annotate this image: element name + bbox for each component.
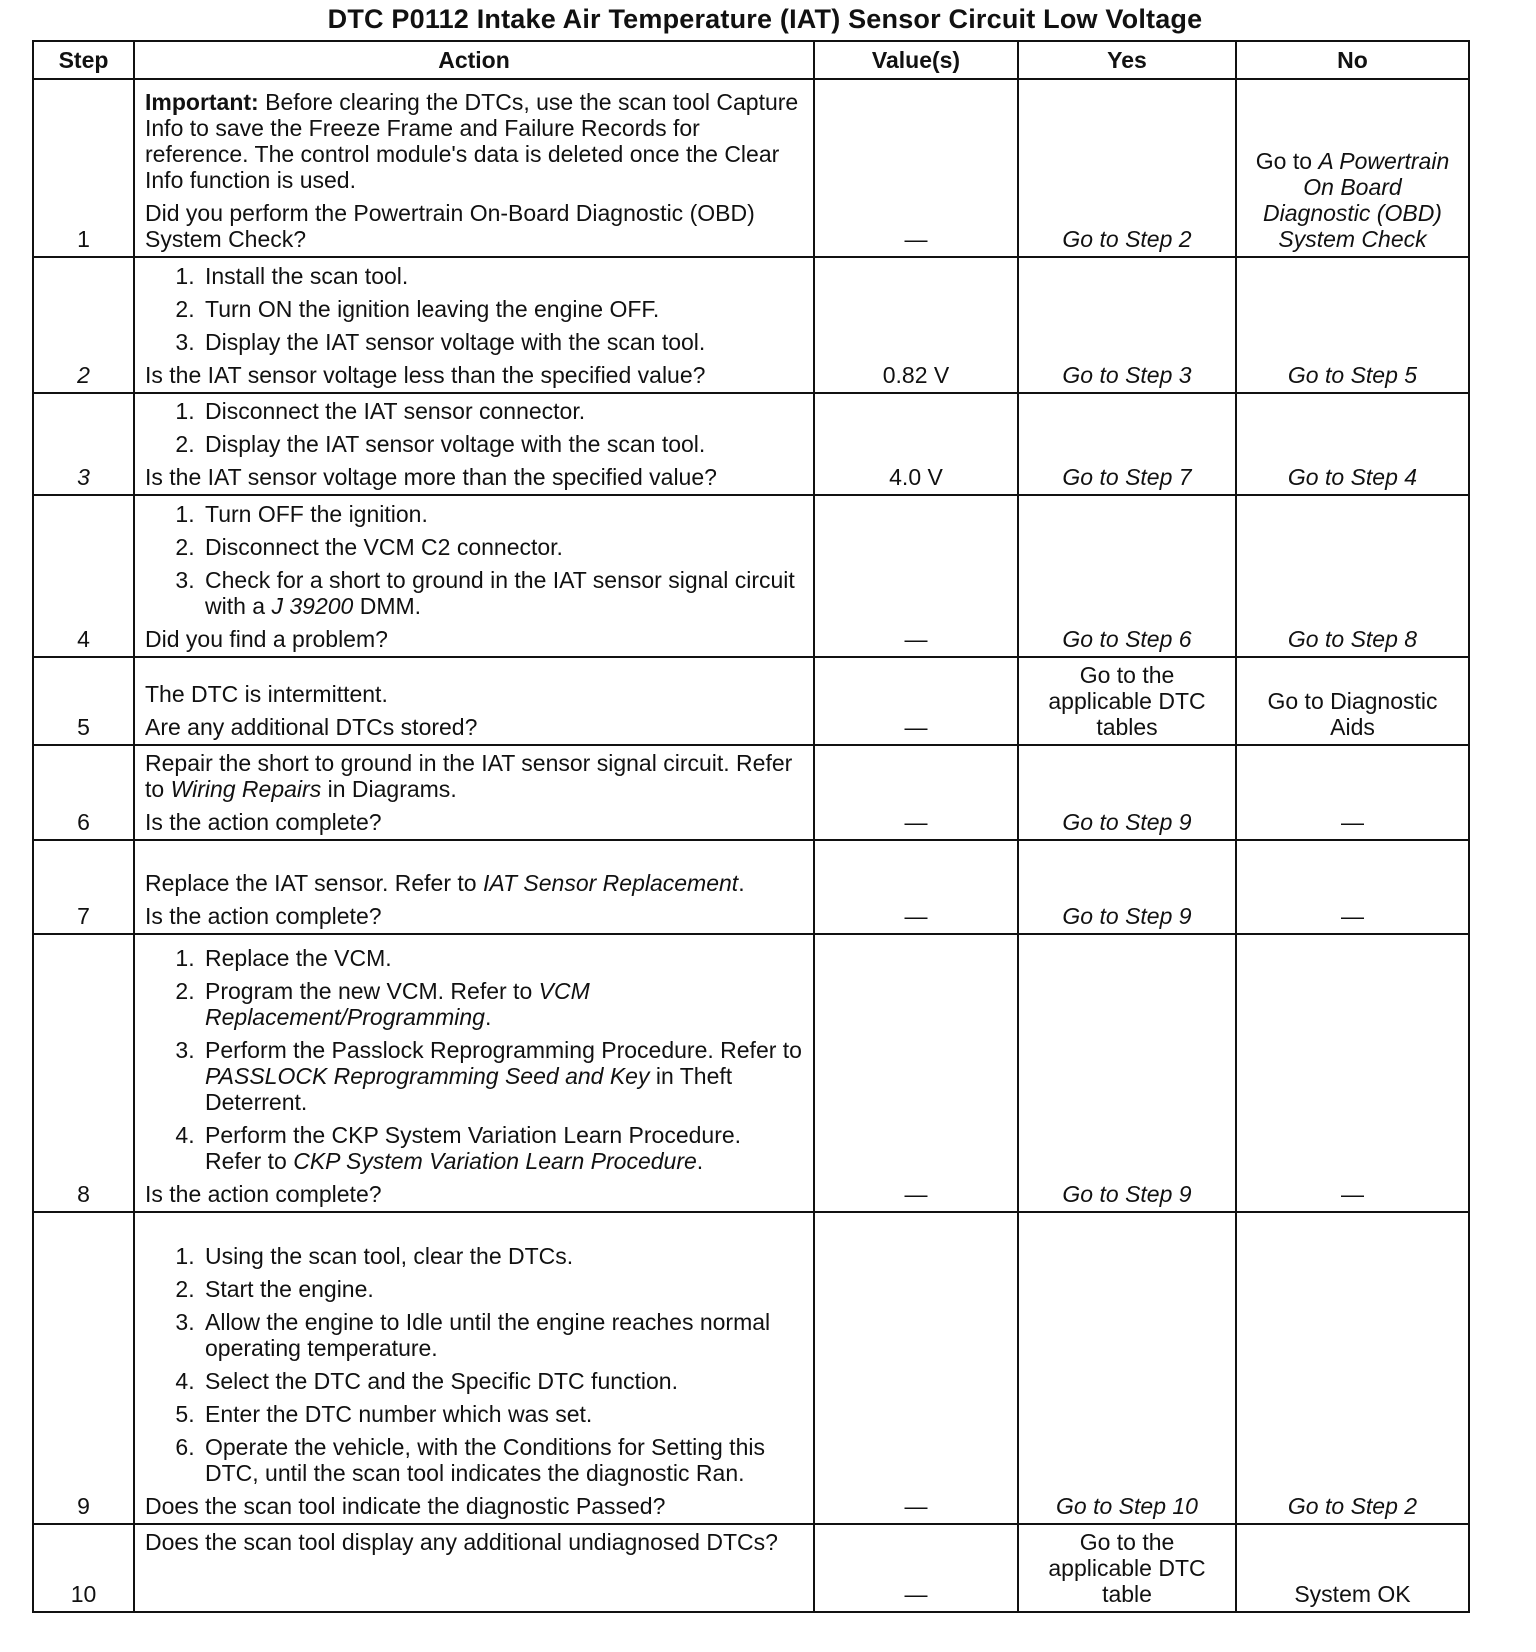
- header-yes: Yes: [1018, 41, 1236, 79]
- text-part: Repair the short to ground in the IAT sensor signal circuit. Refer to: [145, 750, 793, 802]
- action-text: .: [484, 1004, 492, 1030]
- important-text: Before clearing the DTCs, use the scan tool Capture Info to save the Freeze Frame and Failure Records for reference. The control module's data is deleted once the Clear Info function is used.: [145, 89, 799, 193]
- action-item: 2. Display the IAT sensor voltage with the scan tool.: [201, 431, 803, 457]
- document-page: [32, 0, 1468, 1613]
- action-item: 3. Allow the engine to Idle until the engine reaches normal operating temperature.: [201, 1309, 803, 1361]
- yes-link[interactable]: Go to Step 6: [1018, 495, 1236, 657]
- action-item: [201, 1122, 803, 1174]
- question-text: Does the scan tool indicate the diagnostic Passed?: [145, 1493, 666, 1519]
- value-cell: —: [814, 495, 1018, 657]
- table-row-step-4: [33, 495, 1469, 657]
- table-header-row: [33, 41, 1469, 79]
- table-row-step-3: [33, 393, 1469, 495]
- step-number: 9: [33, 1212, 134, 1524]
- action-list: [145, 945, 803, 1174]
- no-cell: —: [1236, 745, 1469, 840]
- question-text: Did you perform the Powertrain On-Board Diagnostic (OBD) System Check?: [145, 200, 755, 252]
- step-number: 8: [33, 934, 134, 1212]
- action-item: 1. Install the scan tool.: [201, 263, 803, 289]
- header-no: No: [1236, 41, 1469, 79]
- action-item: [201, 978, 803, 1030]
- no-link[interactable]: Go to Step 2: [1236, 1212, 1469, 1524]
- no-reference: A Powertrain On Board Diagnostic (OBD) System Check: [1263, 148, 1450, 252]
- no-prefix: Go to: [1255, 148, 1319, 174]
- action-text: in Theft Deterrent.: [205, 1063, 733, 1115]
- no-cell: —: [1236, 934, 1469, 1212]
- question-text: Is the action complete?: [145, 1181, 382, 1207]
- action-cell: [134, 745, 814, 840]
- action-list: [145, 263, 803, 355]
- value-cell: 0.82 V: [814, 257, 1018, 393]
- action-cell: [134, 1212, 814, 1524]
- no-link[interactable]: Go to Step 5: [1236, 257, 1469, 393]
- step-number: 10: [33, 1524, 134, 1612]
- action-item: 6. Operate the vehicle, with the Conditions for Setting this DTC, until the scan tool indicates the diagnostic Ran.: [201, 1434, 803, 1486]
- action-text: Program the new VCM. Refer to: [205, 978, 539, 1004]
- action-item: 3. Display the IAT sensor voltage with the scan tool.: [201, 329, 803, 355]
- reference-link: IAT Sensor Replacement: [482, 870, 739, 896]
- value-cell: —: [814, 934, 1018, 1212]
- value-cell: —: [814, 79, 1018, 257]
- step-number: 5: [33, 657, 134, 745]
- action-cell: [134, 1524, 814, 1612]
- text-part: .: [738, 870, 745, 896]
- important-label: Important:: [145, 89, 259, 115]
- document-reference: Diagrams: [351, 776, 451, 802]
- action-text: Check for a short to ground in the IAT sensor signal circuit with a: [205, 567, 795, 619]
- action-item: 1. Turn OFF the ignition.: [201, 501, 803, 527]
- table-row-step-8: [33, 934, 1469, 1212]
- action-cell: [134, 79, 814, 257]
- table-row-step-9: [33, 1212, 1469, 1524]
- reference-link: CKP System Variation Learn Procedure: [293, 1148, 697, 1174]
- yes-link[interactable]: Go to the applicable DTC table: [1018, 1524, 1236, 1612]
- action-text: DMM.: [353, 593, 422, 619]
- action-list: [145, 398, 803, 457]
- header-step: Step: [33, 41, 134, 79]
- action-item: 1. Disconnect the IAT sensor connector.: [201, 398, 803, 424]
- no-link[interactable]: [1236, 79, 1469, 257]
- text-part: Replace the IAT sensor. Refer to: [145, 870, 483, 896]
- action-item: 2. Start the engine.: [201, 1276, 803, 1302]
- question-text: Is the action complete?: [145, 809, 382, 835]
- no-link[interactable]: Go to Step 4: [1236, 393, 1469, 495]
- action-cell: [134, 840, 814, 934]
- action-cell: [134, 934, 814, 1212]
- important-note: [145, 89, 803, 193]
- value-cell: 4.0 V: [814, 393, 1018, 495]
- action-item: 5. Enter the DTC number which was set.: [201, 1401, 803, 1427]
- yes-link[interactable]: Go to Step 9: [1018, 745, 1236, 840]
- step-number: 3: [33, 393, 134, 495]
- action-item: [201, 567, 803, 619]
- table-row-step-7: [33, 840, 1469, 934]
- yes-link[interactable]: Go to Step 2: [1018, 79, 1236, 257]
- action-cell: [134, 393, 814, 495]
- action-item: 2. Disconnect the VCM C2 connector.: [201, 534, 803, 560]
- statement-text: The DTC is intermittent.: [145, 681, 388, 707]
- action-cell: [134, 495, 814, 657]
- action-item: 4. Select the DTC and the Specific DTC function.: [201, 1368, 803, 1394]
- table-row-step-5: [33, 657, 1469, 745]
- header-values: Value(s): [814, 41, 1018, 79]
- no-link[interactable]: Go to Diagnostic Aids: [1236, 657, 1469, 745]
- no-status: System OK: [1236, 1524, 1469, 1612]
- page-title: DTC P0112 Intake Air Temperature (IAT) Sensor Circuit Low Voltage: [327, 4, 1203, 34]
- header-action: Action: [134, 41, 814, 79]
- table-row-step-2: [33, 257, 1469, 393]
- yes-link[interactable]: Go to Step 7: [1018, 393, 1236, 495]
- text-part: .: [450, 776, 457, 802]
- action-list: [145, 501, 803, 619]
- no-link[interactable]: Go to Step 8: [1236, 495, 1469, 657]
- action-list: [145, 1243, 803, 1486]
- yes-link[interactable]: Go to Step 3: [1018, 257, 1236, 393]
- action-text: Perform the CKP System Variation Learn Procedure. Refer to: [205, 1122, 742, 1174]
- question-text: Are any additional DTCs stored?: [145, 714, 478, 740]
- reference-link: PASSLOCK Reprogramming Seed and Key: [205, 1063, 650, 1089]
- action-text: .: [696, 1148, 704, 1174]
- value-cell: —: [814, 840, 1018, 934]
- action-item: [201, 1037, 803, 1115]
- tool-reference: J 39200: [271, 593, 354, 619]
- table-row-step-10: [33, 1524, 1469, 1612]
- action-item: 2. Turn ON the ignition leaving the engine OFF.: [201, 296, 803, 322]
- step-number: 1: [33, 79, 134, 257]
- action-item: 1. Replace the VCM.: [201, 945, 803, 971]
- action-text: [145, 750, 803, 802]
- action-text: Perform the Passlock Reprogramming Procedure. Refer to: [205, 1037, 802, 1063]
- yes-link[interactable]: Go to the applicable DTC tables: [1018, 657, 1236, 745]
- table-row-step-6: [33, 745, 1469, 840]
- question-text: Is the IAT sensor voltage more than the specified value?: [145, 464, 717, 490]
- question-text: Does the scan tool display any additional undiagnosed DTCs?: [145, 1529, 778, 1555]
- step-number: 7: [33, 840, 134, 934]
- value-cell: —: [814, 657, 1018, 745]
- step-number: 6: [33, 745, 134, 840]
- table-row-step-1: [33, 79, 1469, 257]
- action-item: 1. Using the scan tool, clear the DTCs.: [201, 1243, 803, 1269]
- reference-link: Wiring Repairs: [170, 776, 322, 802]
- action-cell: [134, 657, 814, 745]
- yes-link[interactable]: Go to Step 10: [1018, 1212, 1236, 1524]
- step-number: 2: [33, 257, 134, 393]
- value-cell: —: [814, 1212, 1018, 1524]
- text-part: in: [321, 776, 352, 802]
- question-text: Is the IAT sensor voltage less than the specified value?: [145, 362, 706, 388]
- yes-link[interactable]: Go to Step 9: [1018, 840, 1236, 934]
- step-number: 4: [33, 495, 134, 657]
- yes-link[interactable]: Go to Step 9: [1018, 934, 1236, 1212]
- no-cell: —: [1236, 840, 1469, 934]
- question-text: Is the action complete?: [145, 903, 382, 929]
- action-text: [145, 870, 803, 896]
- value-cell: —: [814, 745, 1018, 840]
- action-cell: [134, 257, 814, 393]
- value-cell: —: [814, 1524, 1018, 1612]
- reference-link: VCM Replacement/Programming: [205, 978, 590, 1030]
- question-text: Did you find a problem?: [145, 626, 388, 652]
- diagnostic-table: [32, 40, 1470, 1613]
